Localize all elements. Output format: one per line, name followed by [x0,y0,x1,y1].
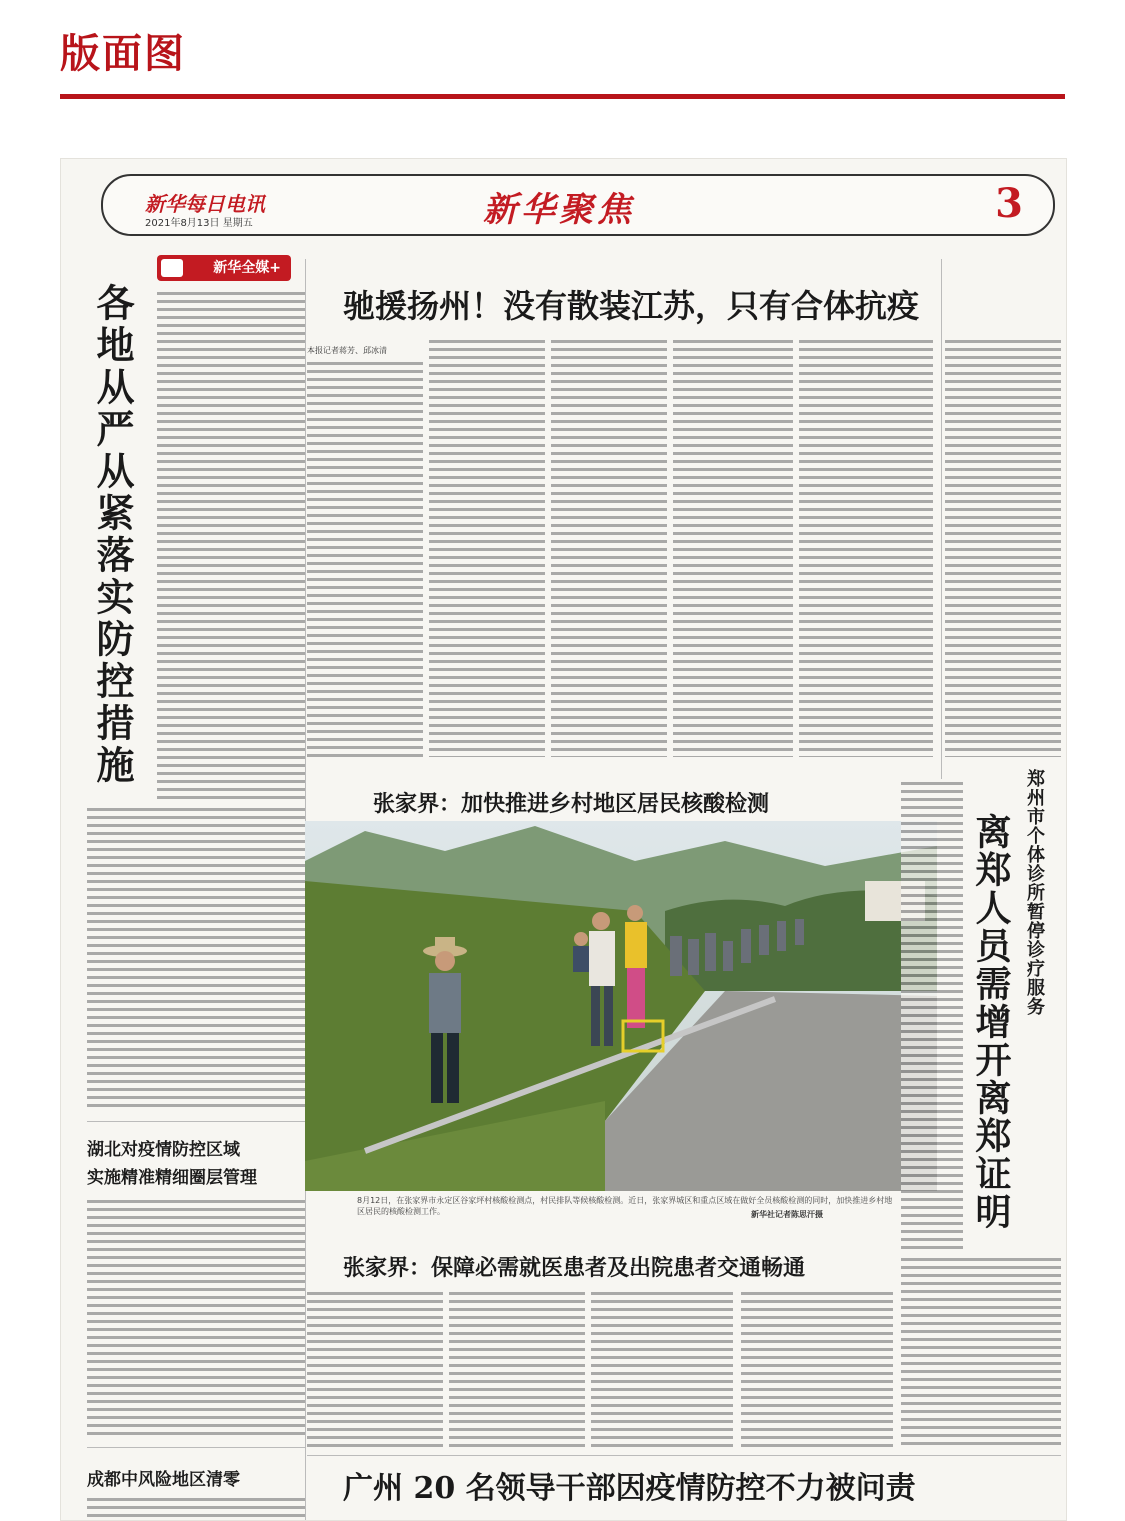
hubei-article-text [87,1197,305,1435]
right-article-text-upper [901,779,963,1249]
column-rule [941,259,942,779]
page-number: 3 [995,180,1023,227]
news-photo [305,821,937,1191]
media-icon [161,259,183,277]
hubei-headline-line-2: 实施精准精细圈层管理 [87,1168,257,1188]
masthead [101,174,1055,236]
main-article-text-col-3 [551,337,667,757]
main-headline: 驰援扬州！没有散装江苏，只有合体抗疫 [343,287,920,325]
main-article-text-col-2 [429,337,545,757]
zjj-article-text-col-1 [307,1289,443,1449]
left-article-text [157,289,305,799]
zjj-headline: 张家界：保障必需就医患者及出院患者交通畅通 [343,1255,806,1281]
bottom-headline: 广州 20 名领导干部因疫情防控不力被问责 [343,1471,916,1506]
column-rule [87,1447,305,1448]
main-article-text-col-4 [673,337,793,757]
section-tag [157,255,291,281]
right-headline: 离郑人员需增开离郑证明 [970,813,1012,1231]
main-article-text-col-1 [307,359,423,757]
newspaper-logo: 新华每日电讯 [145,192,265,216]
heading-rule [60,94,1065,99]
zjj-article-text-col-3 [591,1289,733,1449]
main-byline: 本报记者蒋芳、邱冰清 [307,346,387,355]
main-article-text-col-5 [799,337,933,757]
chengdu-article-text [87,1495,305,1520]
left-headline: 各地从严从紧落实防控措施 [90,283,135,787]
column-rule [307,1455,1061,1456]
village-testing-illustration [305,821,937,1191]
column-rule [87,1121,305,1122]
hubei-headline-line-1: 湖北对疫情防控区域 [87,1140,240,1160]
right-top-text [945,337,1061,757]
newspaper-page [60,158,1067,1521]
woman-in-yellow [625,905,647,1028]
issue-date: 2021年8月13日 星期五 [145,218,253,229]
right-subhead: 郑州市个体诊所暂停诊疗服务 [1024,769,1045,1016]
section-tag-label: 新华全媒+ [213,260,281,276]
page-heading: 版面图 [60,31,186,77]
photo-credit: 新华社记者陈思汗摄 [751,1210,823,1219]
section-title: 新华聚焦 [483,190,635,230]
left-article-text-continued [87,805,305,1111]
photo-headline: 张家界：加快推进乡村地区居民核酸检测 [373,791,770,817]
right-article-text-lower [901,1255,1061,1449]
zjj-article-text-col-2 [449,1289,585,1449]
chengdu-headline: 成都中风险地区清零 [87,1470,240,1490]
photo-caption: 8月12日，在张家界市永定区谷家坪村核酸检测点，村民排队等候核酸检测。近日，张家界城区和重点区域在做好全员核酸检测的同时，加快推进乡村地区居民的核酸检测工作。 [357,1196,893,1216]
zjj-article-text-col-4 [741,1289,893,1449]
